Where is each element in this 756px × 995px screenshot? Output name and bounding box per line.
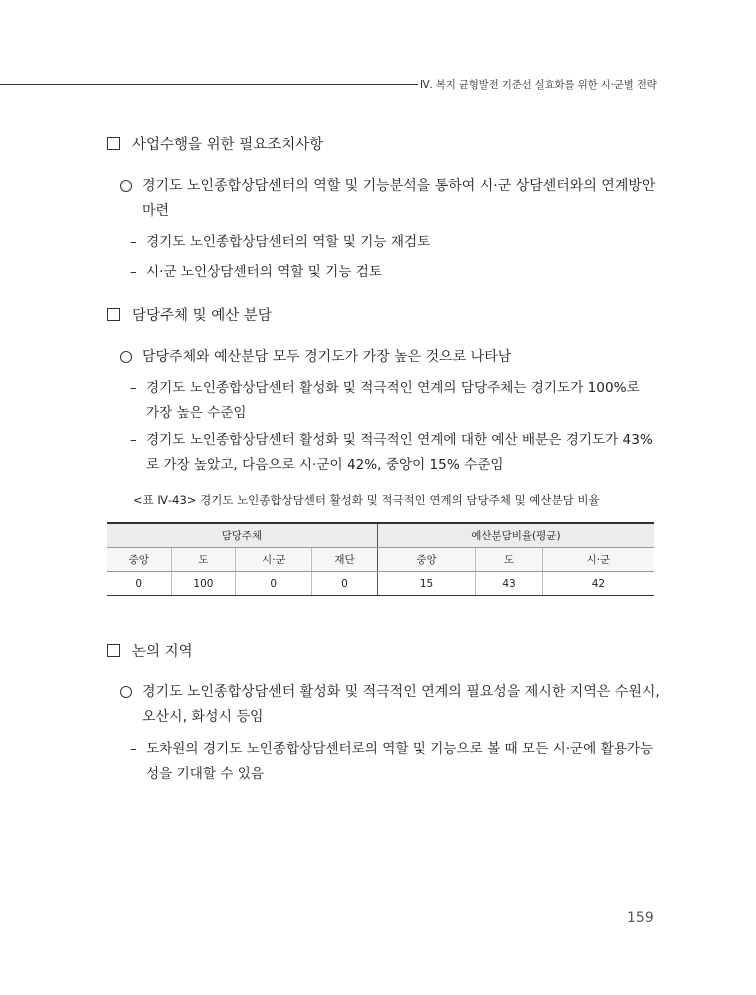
column-header: 재단 xyxy=(312,548,378,572)
circle-item: 경기도 노인종합상담센터 활성화 및 적극적인 연계의 필요성을 제시한 지역은 수원시, 오산시, 화성시 등임 xyxy=(120,680,660,730)
header-rule xyxy=(0,84,418,85)
table-group-header-row xyxy=(107,523,654,548)
circle-bullet-icon xyxy=(120,686,132,698)
dash-item: – 경기도 노인종합상담센터 활성화 및 적극적인 연계의 담당주체는 경기도가 100%로 가장 높은 수준임 xyxy=(130,376,655,426)
column-header: 시·군 xyxy=(236,548,312,572)
dash-bullet-icon: – xyxy=(130,234,137,250)
circle-item: 담당주체와 예산분담 모두 경기도가 가장 높은 것으로 나타남 xyxy=(120,345,660,370)
group-header-budget: 예산분담비율(평균) xyxy=(377,523,654,548)
dash-item: – 시·군 노인상담센터의 역할 및 기능 검토 xyxy=(130,260,655,285)
table-cell: 42 xyxy=(542,572,654,596)
table-cell: 0 xyxy=(312,572,378,596)
column-header: 도 xyxy=(476,548,543,572)
table-cell: 43 xyxy=(476,572,543,596)
table-cell: 100 xyxy=(171,572,236,596)
section-title-responsibility: 담당주체 및 예산 분담 xyxy=(107,304,272,325)
circle-item: 경기도 노인종합상담센터의 역할 및 기능분석을 통하여 시·군 상담센터와의 연계방안 마련 xyxy=(120,174,660,224)
table-cell: 15 xyxy=(377,572,476,596)
column-header: 시·군 xyxy=(542,548,654,572)
dash-bullet-icon: – xyxy=(130,432,137,448)
table-caption: <표 Ⅳ-43> 경기도 노인종합상담센터 활성화 및 적극적인 연계의 담당주체 및 예산분담 비율 xyxy=(133,493,600,507)
dash-item: – 도차원의 경기도 노인종합상담센터로의 역할 및 기능으로 볼 때 모든 시·군에 활용가능성을 기대할 수 있음 xyxy=(130,737,655,787)
square-bullet-icon xyxy=(107,308,120,321)
circle-bullet-icon xyxy=(120,180,132,192)
square-bullet-icon xyxy=(107,644,120,657)
section-title-measures: 사업수행을 위한 필요조치사항 xyxy=(107,133,323,154)
table-cell: 0 xyxy=(236,572,312,596)
budget-table xyxy=(107,522,654,596)
dash-bullet-icon: – xyxy=(130,380,137,396)
circle-bullet-icon xyxy=(120,351,132,363)
dash-item: – 경기도 노인종합상담센터의 역할 및 기능 재검토 xyxy=(130,230,655,255)
table-row xyxy=(107,572,654,596)
column-header: 도 xyxy=(171,548,236,572)
dash-item: – 경기도 노인종합상담센터 활성화 및 적극적인 연계에 대한 예산 배분은 경기도가 43%로 가장 높았고, 다음으로 시·군이 42%, 중앙이 15% 수준임 xyxy=(130,428,655,478)
group-header-responsibility: 담당주체 xyxy=(107,523,377,548)
column-header: 중앙 xyxy=(107,548,171,572)
running-header: Ⅳ. 복지 균형발전 기준선 실효화를 위한 시·군별 전략 xyxy=(420,79,657,91)
table-column-header-row xyxy=(107,548,654,572)
dash-bullet-icon: – xyxy=(130,741,137,757)
square-bullet-icon xyxy=(107,137,120,150)
section-title-regions: 논의 지역 xyxy=(107,640,193,661)
dash-bullet-icon: – xyxy=(130,264,137,280)
column-header: 중앙 xyxy=(377,548,476,572)
page-number: 159 xyxy=(627,910,654,926)
table-cell: 0 xyxy=(107,572,171,596)
